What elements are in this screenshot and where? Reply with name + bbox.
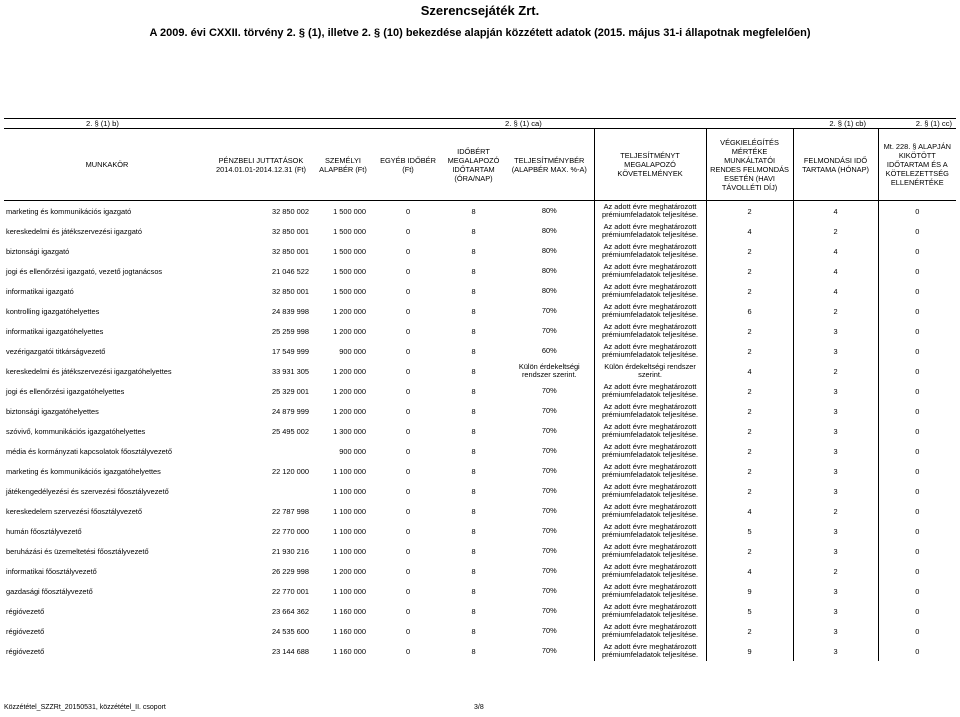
cell-kovetelmeny: Az adott évre meghatározott prémiumfeladatok teljesítése. [594,301,706,321]
cell-mt228: 0 [878,541,956,561]
cell-juttatasok: 33 931 305 [272,366,309,376]
cell-teljesitmenyber: Külön érdekeltségi rendszer szerint. [518,361,580,379]
cell-egyeb: 0 [405,266,411,276]
table-row [4,541,956,561]
cell-vegkielegites: 2 [706,281,793,301]
cell-mt228: 0 [878,241,956,261]
cell-idotartam: 8 [471,246,476,256]
cell-munkakor: média és kormányzati kapcsolatok főosztályvezető [6,446,172,456]
cell-juttatasok: 24 839 998 [272,306,309,316]
cell-munkakor: biztonsági igazgató [6,246,70,256]
cell-munkakor: játékengedélyezési és szervezési főosztályvezető [6,486,169,496]
cell-teljesitmenyber: 70% [541,465,557,475]
cell-egyeb: 0 [405,306,411,316]
cell-teljesitmenyber: 70% [541,525,557,535]
cell-alapber: 1 200 000 [333,306,366,316]
cell-felmondasi: 3 [793,381,878,401]
cell-juttatasok [210,441,312,461]
cell-juttatasok: 32 850 001 [272,286,309,296]
cell-vegkielegites: 4 [706,501,793,521]
table-row [4,461,956,481]
cell-munkakor: szóvivő, kommunikációs igazgatóhelyettes [6,426,146,436]
cell-alapber: 900 000 [339,446,366,456]
cell-vegkielegites: 5 [706,521,793,541]
cell-kovetelmeny: Az adott évre meghatározott prémiumfeladatok teljesítése. [594,501,706,521]
cell-vegkielegites: 2 [706,481,793,501]
cell-teljesitmenyber: 70% [541,625,557,635]
cell-felmondasi: 2 [793,561,878,581]
cell-egyeb: 0 [405,406,411,416]
cell-egyeb: 0 [405,466,411,476]
cell-kovetelmeny: Az adott évre meghatározott prémiumfeladatok teljesítése. [594,241,706,261]
cell-teljesitmenyber: 70% [541,405,557,415]
cell-egyeb: 0 [405,246,411,256]
cell-idotartam: 8 [471,486,476,496]
cell-idotartam: 8 [471,326,476,336]
cell-alapber: 1 160 000 [333,626,366,636]
col-mt228: Mt. 228. § ALAPJÁN KIKÖTÖTT IDŐTARTAM ÉS A KÖTELEZETTSÉG ELLENÉRTÉKE [878,129,956,201]
cell-juttatasok: 21 930 216 [272,546,309,556]
cell-egyeb: 0 [405,446,411,456]
cell-munkakor: kereskedelem szervezési főosztályvezető [6,506,142,516]
cell-kovetelmeny: Az adott évre meghatározott prémiumfeladatok teljesítése. [594,561,706,581]
table-row [4,281,956,301]
cell-vegkielegites: 2 [706,341,793,361]
cell-juttatasok: 32 850 001 [272,246,309,256]
cell-alapber: 1 200 000 [333,566,366,576]
cell-mt228: 0 [878,581,956,601]
cell-mt228: 0 [878,521,956,541]
cell-vegkielegites: 9 [706,581,793,601]
cell-juttatasok: 32 850 001 [272,226,309,236]
table-row [4,521,956,541]
company-title: Szerencsejáték Zrt. [420,3,540,18]
cell-kovetelmeny: Külön érdekeltségi rendszer szerint. [594,361,706,381]
cell-egyeb: 0 [405,486,411,496]
cell-vegkielegites: 2 [706,321,793,341]
cell-munkakor: biztonsági igazgatóhelyettes [6,406,99,416]
cell-egyeb: 0 [405,226,411,236]
cell-vegkielegites: 2 [706,401,793,421]
col-teljesitmenyber: TELJESÍTMÉNYBÉR (ALAPBÉR MAX. %-A) [505,129,594,201]
cell-vegkielegites: 4 [706,561,793,581]
cell-kovetelmeny: Az adott évre meghatározott prémiumfeladatok teljesítése. [594,441,706,461]
cell-alapber: 1 200 000 [333,326,366,336]
cell-vegkielegites: 2 [706,421,793,441]
cell-mt228: 0 [878,201,956,222]
cell-alapber: 1 100 000 [333,486,366,496]
cell-vegkielegites: 2 [706,241,793,261]
col-felmondasi-ido: FELMONDÁSI IDŐ TARTAMA (HÓNAP) [793,129,878,201]
cell-teljesitmenyber: 80% [541,225,557,235]
table-row [4,421,956,441]
cell-vegkielegites: 2 [706,201,793,222]
cell-mt228: 0 [878,341,956,361]
table-row [4,321,956,341]
table-row [4,441,956,461]
cell-mt228: 0 [878,321,956,341]
table-row [4,561,956,581]
cell-mt228: 0 [878,401,956,421]
cell-teljesitmenyber: 70% [541,545,557,555]
cell-munkakor: jogi és ellenőrzési igazgató, vezető jogtanácsos [6,266,163,276]
cell-idotartam: 8 [471,306,476,316]
cell-idotartam: 8 [471,646,476,656]
cell-alapber: 1 100 000 [333,546,366,556]
cell-felmondasi: 3 [793,581,878,601]
cell-felmondasi: 3 [793,481,878,501]
cell-mt228: 0 [878,481,956,501]
cell-munkakor: gazdasági főosztályvezető [6,586,93,596]
cell-idotartam: 8 [471,466,476,476]
cell-mt228: 0 [878,281,956,301]
cell-juttatasok: 22 787 998 [272,506,309,516]
cell-idotartam: 8 [471,626,476,636]
cell-vegkielegites: 2 [706,381,793,401]
section-cb: 2. § (1) cb) [793,119,878,129]
cell-kovetelmeny: Az adott évre meghatározott prémiumfeladatok teljesítése. [594,421,706,441]
cell-alapber: 1 500 000 [333,286,366,296]
col-vegkielegites: VÉGKIELÉGÍTÉS MÉRTÉKE MUNKÁLTATÓI RENDES FELMONDÁS ESETÉN (HAVI TÁVOLLÉTI DÍJ) [706,129,793,201]
cell-vegkielegites: 2 [706,541,793,561]
cell-felmondasi: 3 [793,621,878,641]
cell-teljesitmenyber: 80% [541,245,557,255]
col-munkakor: MUNKAKÖR [4,129,210,201]
cell-juttatasok: 24 535 600 [272,626,309,636]
cell-felmondasi: 3 [793,541,878,561]
cell-idotartam: 8 [471,546,476,556]
cell-juttatasok: 22 770 000 [272,526,309,536]
cell-munkakor: informatikai igazgató [6,286,74,296]
cell-kovetelmeny: Az adott évre meghatározott prémiumfeladatok teljesítése. [594,381,706,401]
cell-egyeb: 0 [405,606,411,616]
table-body [4,201,956,662]
cell-kovetelmeny: Az adott évre meghatározott prémiumfeladatok teljesítése. [594,281,706,301]
cell-mt228: 0 [878,641,956,661]
cell-egyeb: 0 [405,546,411,556]
cell-vegkielegites: 9 [706,641,793,661]
cell-egyeb: 0 [405,206,411,216]
cell-felmondasi: 2 [793,301,878,321]
table-row [4,341,956,361]
header-row [4,129,956,201]
cell-teljesitmenyber: 70% [541,605,557,615]
cell-vegkielegites: 5 [706,601,793,621]
cell-alapber: 1 300 000 [333,426,366,436]
cell-juttatasok: 23 664 362 [272,606,309,616]
footer-page-number: 3/8 [474,704,484,711]
cell-teljesitmenyber: 70% [541,485,557,495]
cell-munkakor: régióvezető [6,606,45,616]
cell-alapber: 1 100 000 [333,466,366,476]
cell-felmondasi: 3 [793,641,878,661]
cell-idotartam: 8 [471,206,476,216]
cell-felmondasi: 4 [793,201,878,222]
cell-egyeb: 0 [405,586,411,596]
cell-kovetelmeny: Az adott évre meghatározott prémiumfeladatok teljesítése. [594,201,706,222]
cell-egyeb: 0 [405,326,411,336]
cell-alapber: 1 100 000 [333,506,366,516]
cell-juttatasok: 22 120 000 [272,466,309,476]
section-ca: 2. § (1) ca) [505,119,793,129]
cell-idotartam: 8 [471,366,476,376]
cell-egyeb: 0 [405,526,411,536]
cell-teljesitmenyber: 80% [541,265,557,275]
cell-vegkielegites: 2 [706,441,793,461]
cell-juttatasok: 25 495 002 [272,426,309,436]
cell-teljesitmenyber: 80% [541,285,557,295]
cell-egyeb: 0 [405,646,411,656]
cell-idotartam: 8 [471,346,476,356]
cell-mt228: 0 [878,621,956,641]
cell-felmondasi: 4 [793,281,878,301]
cell-kovetelmeny: Az adott évre meghatározott prémiumfeladatok teljesítése. [594,321,706,341]
cell-kovetelmeny: Az adott évre meghatározott prémiumfeladatok teljesítése. [594,341,706,361]
salary-table [4,118,956,661]
cell-alapber: 1 500 000 [333,226,366,236]
cell-felmondasi: 4 [793,241,878,261]
table-row [4,401,956,421]
cell-juttatasok [210,481,312,501]
cell-felmondasi: 2 [793,221,878,241]
cell-alapber: 1 200 000 [333,406,366,416]
cell-felmondasi: 3 [793,601,878,621]
col-juttatasok: PÉNZBELI JUTTATÁSOK 2014.01.01-2014.12.31 (Ft) [210,129,312,201]
cell-egyeb: 0 [405,426,411,436]
cell-vegkielegites: 4 [706,221,793,241]
cell-vegkielegites: 4 [706,361,793,381]
cell-egyeb: 0 [405,346,411,356]
cell-kovetelmeny: Az adott évre meghatározott prémiumfeladatok teljesítése. [594,521,706,541]
cell-idotartam: 8 [471,426,476,436]
cell-munkakor: régióvezető [6,646,45,656]
table-row [4,381,956,401]
cell-idotartam: 8 [471,266,476,276]
cell-idotartam: 8 [471,526,476,536]
cell-felmondasi: 3 [793,461,878,481]
cell-vegkielegites: 2 [706,261,793,281]
cell-kovetelmeny: Az adott évre meghatározott prémiumfeladatok teljesítése. [594,261,706,281]
table-row [4,581,956,601]
cell-kovetelmeny: Az adott évre meghatározott prémiumfeladatok teljesítése. [594,221,706,241]
cell-idotartam: 8 [471,506,476,516]
cell-teljesitmenyber: 70% [541,325,557,335]
cell-alapber: 1 100 000 [333,526,366,536]
cell-felmondasi: 3 [793,401,878,421]
cell-felmondasi: 3 [793,421,878,441]
cell-teljesitmenyber: 70% [541,425,557,435]
cell-mt228: 0 [878,561,956,581]
cell-alapber: 1 500 000 [333,266,366,276]
cell-teljesitmenyber: 70% [541,445,557,455]
section-cc: 2. § (1) cc) [878,119,956,129]
cell-felmondasi: 3 [793,521,878,541]
cell-teljesitmenyber: 70% [541,305,557,315]
col-kovetelmenyek: TELJESÍTMÉNYT MEGALAPOZÓ KÖVETELMÉNYEK [594,129,706,201]
cell-munkakor: marketing és kommunikációs igazgató [6,206,132,216]
cell-alapber: 1 500 000 [333,246,366,256]
cell-kovetelmeny: Az adott évre meghatározott prémiumfeladatok teljesítése. [594,481,706,501]
cell-mt228: 0 [878,381,956,401]
cell-juttatasok: 26 229 998 [272,566,309,576]
cell-egyeb: 0 [405,386,411,396]
section-b: 2. § (1) b) [4,119,505,129]
cell-mt228: 0 [878,441,956,461]
cell-egyeb: 0 [405,566,411,576]
table-row [4,261,956,281]
table-row [4,361,956,381]
cell-munkakor: marketing és kommunikációs igazgatóhelyettes [6,466,161,476]
section-row [4,119,956,129]
cell-felmondasi: 3 [793,441,878,461]
cell-juttatasok: 23 144 688 [272,646,309,656]
cell-teljesitmenyber: 70% [541,585,557,595]
cell-teljesitmenyber: 80% [541,205,557,215]
cell-juttatasok: 25 259 998 [272,326,309,336]
cell-mt228: 0 [878,301,956,321]
cell-munkakor: kontrolling igazgatóhelyettes [6,306,100,316]
cell-alapber: 1 200 000 [333,386,366,396]
cell-felmondasi: 2 [793,501,878,521]
cell-idotartam: 8 [471,446,476,456]
cell-alapber: 1 100 000 [333,586,366,596]
cell-egyeb: 0 [405,626,411,636]
cell-juttatasok: 24 879 999 [272,406,309,416]
cell-felmondasi: 4 [793,261,878,281]
cell-munkakor: informatikai főosztályvezető [6,566,97,576]
cell-alapber: 1 200 000 [333,366,366,376]
cell-mt228: 0 [878,221,956,241]
cell-idotartam: 8 [471,566,476,576]
cell-juttatasok: 32 850 002 [272,206,309,216]
cell-teljesitmenyber: 70% [541,385,557,395]
cell-idotartam: 8 [471,286,476,296]
cell-mt228: 0 [878,461,956,481]
cell-munkakor: kereskedelmi és játékszervezési igazgató [6,226,142,236]
cell-munkakor: kereskedelmi és játékszervezési igazgatóhelyettes [6,366,172,376]
cell-alapber: 1 500 000 [333,206,366,216]
cell-munkakor: informatikai igazgatóhelyettes [6,326,104,336]
cell-kovetelmeny: Az adott évre meghatározott prémiumfeladatok teljesítése. [594,541,706,561]
cell-teljesitmenyber: 60% [541,345,557,355]
cell-alapber: 1 160 000 [333,606,366,616]
table-row [4,301,956,321]
cell-munkakor: jogi és ellenőrzési igazgatóhelyettes [6,386,125,396]
table-row [4,601,956,621]
cell-idotartam: 8 [471,226,476,236]
table-row [4,501,956,521]
col-szemelyi-alapber: SZEMÉLYI ALAPBÉR (Ft) [312,129,374,201]
cell-egyeb: 0 [405,506,411,516]
cell-idotartam: 8 [471,406,476,416]
cell-teljesitmenyber: 70% [541,505,557,515]
cell-munkakor: beruházási és üzemeltetési főosztályvezető [6,546,149,556]
table-row [4,241,956,261]
table-row [4,641,956,661]
cell-felmondasi: 3 [793,321,878,341]
cell-kovetelmeny: Az adott évre meghatározott prémiumfeladatok teljesítése. [594,641,706,661]
cell-felmondasi: 3 [793,341,878,361]
cell-kovetelmeny: Az adott évre meghatározott prémiumfeladatok teljesítése. [594,401,706,421]
document-subtitle: A 2009. évi CXXII. törvény 2. § (1), illetve 2. § (10) bekezdése alapján közzétett adatok (2015. május 31-i állapotnak megfelelően) [149,27,811,39]
cell-alapber: 1 160 000 [333,646,366,656]
cell-vegkielegites: 2 [706,461,793,481]
cell-mt228: 0 [878,421,956,441]
col-idober-idotartam: IDŐBÉRT MEGALAPOZÓ IDŐTARTAM (ÓRA/NAP) [442,129,505,201]
cell-kovetelmeny: Az adott évre meghatározott prémiumfeladatok teljesítése. [594,461,706,481]
cell-juttatasok: 22 770 001 [272,586,309,596]
cell-mt228: 0 [878,261,956,281]
cell-felmondasi: 2 [793,361,878,381]
cell-kovetelmeny: Az adott évre meghatározott prémiumfeladatok teljesítése. [594,581,706,601]
cell-juttatasok: 21 046 522 [272,266,309,276]
col-egyeb-idober: EGYÉB IDŐBÉR (Ft) [374,129,442,201]
cell-juttatasok: 17 549 999 [272,346,309,356]
footer-filename: Közzététel_SZZRt_20150531, közzététel_II. csoport [4,704,166,711]
table-row [4,621,956,641]
cell-kovetelmeny: Az adott évre meghatározott prémiumfeladatok teljesítése. [594,621,706,641]
cell-egyeb: 0 [405,286,411,296]
cell-alapber: 900 000 [339,346,366,356]
cell-idotartam: 8 [471,386,476,396]
cell-munkakor: vezérigazgatói titkárságvezető [6,346,106,356]
cell-teljesitmenyber: 70% [541,565,557,575]
cell-mt228: 0 [878,501,956,521]
cell-teljesitmenyber: 70% [541,645,557,655]
table-row [4,201,956,222]
cell-vegkielegites: 6 [706,301,793,321]
cell-munkakor: humán főosztályvezető [6,526,82,536]
cell-kovetelmeny: Az adott évre meghatározott prémiumfeladatok teljesítése. [594,601,706,621]
cell-juttatasok: 25 329 001 [272,386,309,396]
cell-mt228: 0 [878,361,956,381]
cell-egyeb: 0 [405,366,411,376]
cell-mt228: 0 [878,601,956,621]
cell-munkakor: régióvezető [6,626,45,636]
table-row [4,221,956,241]
cell-idotartam: 8 [471,586,476,596]
cell-idotartam: 8 [471,606,476,616]
table-row [4,481,956,501]
cell-vegkielegites: 2 [706,621,793,641]
